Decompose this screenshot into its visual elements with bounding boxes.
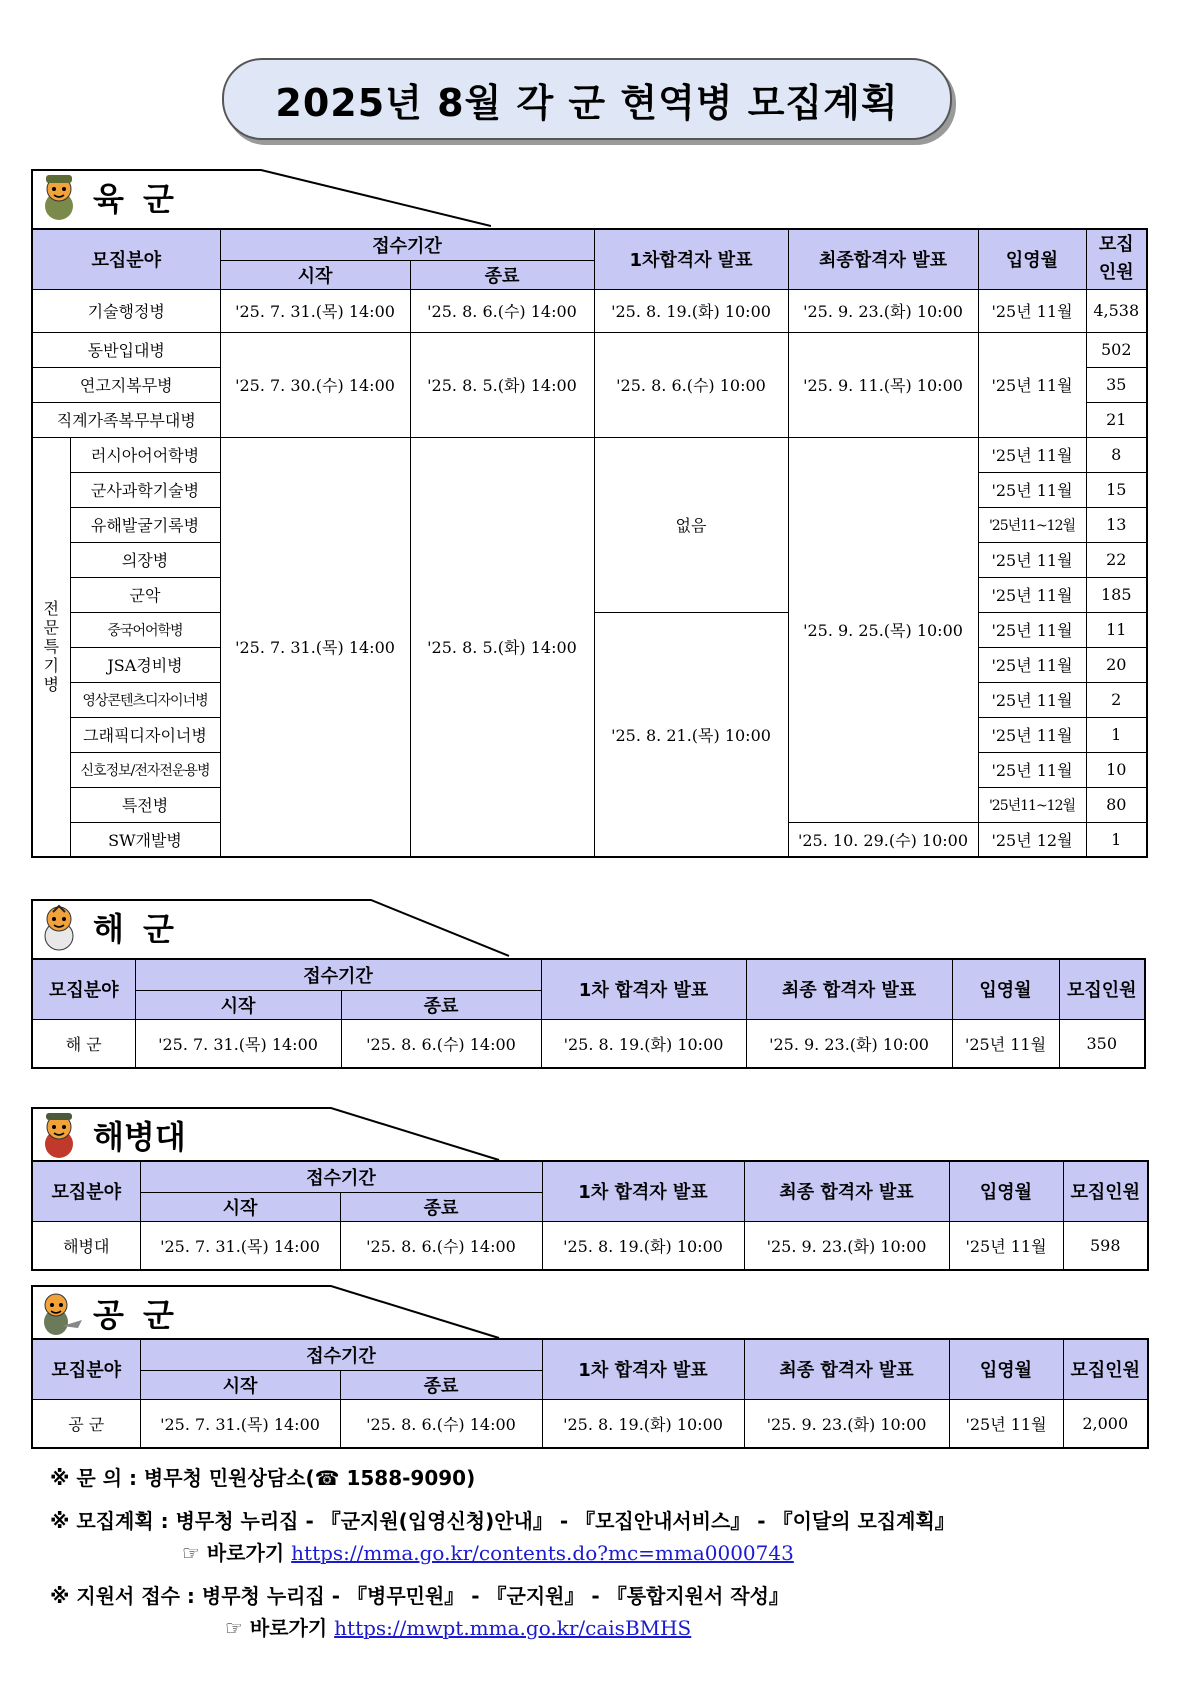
- apply-link[interactable]: https://mwpt.mma.go.kr/caisBMHS: [334, 1616, 692, 1640]
- tiger-mascot-icon: [34, 1110, 84, 1160]
- field-cell: 해 군: [32, 1019, 135, 1068]
- field-cell: 군악: [70, 577, 220, 612]
- final-cell: '25. 9. 11.(목) 10:00: [788, 332, 978, 437]
- final-cell: '25. 9. 23.(화) 10:00: [744, 1221, 949, 1270]
- header-recruit-bottom: 인원: [1098, 262, 1134, 284]
- enlist-cell: '25년 11월: [949, 1221, 1063, 1270]
- header-enlist: 입영월: [949, 1339, 1063, 1399]
- header-final: 최종 합격자 발표: [746, 959, 952, 1019]
- header-period: 접수기간: [220, 229, 594, 260]
- army-section-header: [31, 168, 491, 226]
- header-period: 접수기간: [140, 1161, 542, 1192]
- header-final: 최종합격자 발표: [788, 229, 978, 289]
- end-cell: '25. 8. 5.(화) 14:00: [410, 332, 594, 437]
- field-cell: 기술행정병: [32, 289, 220, 332]
- count-cell: 21: [1086, 402, 1147, 437]
- page-title-box: [222, 58, 952, 140]
- count-cell: 1: [1086, 822, 1147, 857]
- page-title: 2025년 8월 각 군 현역병 모집계획: [275, 80, 899, 125]
- tiger-mascot-icon: [34, 1288, 84, 1338]
- field-cell: JSA경비병: [70, 647, 220, 682]
- count-cell: 185: [1086, 577, 1147, 612]
- header-start: 시작: [135, 990, 341, 1019]
- header-field: 모집분야: [32, 959, 135, 1019]
- final-cell: '25. 9. 23.(화) 10:00: [788, 289, 978, 332]
- header-final: 최종 합격자 발표: [744, 1161, 949, 1221]
- enlist-cell: '25년 11월: [978, 647, 1086, 682]
- count-cell: 1: [1086, 717, 1147, 752]
- enlist-cell: '25년 11월: [978, 437, 1086, 472]
- count-cell: 35: [1086, 367, 1147, 402]
- first-cell: '25. 8. 19.(화) 10:00: [541, 1019, 746, 1068]
- tiger-mascot-icon: [34, 902, 84, 952]
- navy-section-header: [31, 898, 511, 956]
- start-cell: '25. 7. 31.(목) 14:00: [220, 289, 410, 332]
- header-end: 종료: [410, 260, 594, 289]
- table-row: [32, 1221, 1148, 1270]
- plan-shortcut-label: ☞ 바로가기: [182, 1541, 285, 1565]
- field-cell: 해병대: [32, 1221, 140, 1270]
- header-field: 모집분야: [32, 1161, 140, 1221]
- army-table: [31, 228, 1148, 858]
- note-apply: ※ 지원서 접수 : 병무청 누리집 - 『병무민원』 - 『군지원』 - 『통합지원서 작성』: [50, 1584, 789, 1608]
- header-first: 1차 합격자 발표: [542, 1339, 744, 1399]
- header-enlist: 입영월: [978, 229, 1086, 289]
- start-cell: '25. 7. 31.(목) 14:00: [140, 1399, 340, 1448]
- first-cell: '25. 8. 19.(화) 10:00: [542, 1221, 744, 1270]
- final-sw-cell: '25. 10. 29.(수) 10:00: [788, 822, 978, 857]
- apply-shortcut-label: ☞ 바로가기: [225, 1616, 328, 1640]
- army-title: 육 군: [93, 180, 178, 218]
- count-cell: 598: [1063, 1221, 1148, 1270]
- navy-table: [31, 958, 1146, 1069]
- count-cell: 2,000: [1063, 1399, 1148, 1448]
- count-cell: 22: [1086, 542, 1147, 577]
- table-row: [32, 1399, 1148, 1448]
- enlist-cell: '25년 12월: [978, 822, 1086, 857]
- airforce-title: 공 군: [93, 1296, 178, 1334]
- airforce-section-header: [31, 1284, 501, 1342]
- plan-shortcut-line: [182, 1537, 794, 1566]
- final-cell: '25. 9. 23.(화) 10:00: [744, 1399, 949, 1448]
- plan-link[interactable]: https://mma.go.kr/contents.do?mc=mma0000743: [291, 1541, 794, 1565]
- field-cell: 특전병: [70, 787, 220, 822]
- table-row: [32, 289, 1147, 332]
- enlist-cell: '25년 11월: [978, 332, 1086, 437]
- field-cell: 유해발굴기록병: [70, 507, 220, 542]
- start-cell: '25. 7. 31.(목) 14:00: [135, 1019, 341, 1068]
- count-cell: 502: [1086, 332, 1147, 367]
- enlist-cell: '25년11~12월: [978, 507, 1086, 542]
- field-cell: 영상콘텐츠디자이너병: [70, 682, 220, 717]
- marine-title: 해병대: [93, 1118, 186, 1156]
- count-cell: 8: [1086, 437, 1147, 472]
- enlist-cell: '25년 11월: [949, 1399, 1063, 1448]
- special-first-none-cell: 없음: [594, 437, 788, 612]
- end-cell: '25. 8. 6.(수) 14:00: [410, 289, 594, 332]
- header-start: 시작: [140, 1192, 340, 1221]
- first-cell: '25. 8. 19.(화) 10:00: [594, 289, 788, 332]
- field-cell: 러시아어어학병: [70, 437, 220, 472]
- count-cell: 15: [1086, 472, 1147, 507]
- header-field: 모집분야: [32, 229, 220, 289]
- field-cell: 의장병: [70, 542, 220, 577]
- table-row: [32, 1019, 1145, 1068]
- enlist-cell: '25년 11월: [978, 682, 1086, 717]
- header-recruit: 모집인원: [1059, 959, 1145, 1019]
- header-first: 1차 합격자 발표: [541, 959, 746, 1019]
- enlist-cell: '25년 11월: [978, 472, 1086, 507]
- special-first-date-cell: '25. 8. 21.(목) 10:00: [594, 612, 788, 857]
- field-cell: 동반입대병: [32, 332, 220, 367]
- table-row: [32, 437, 1147, 472]
- header-start: 시작: [140, 1370, 340, 1399]
- enlist-cell: '25년 11월: [978, 717, 1086, 752]
- end-cell: '25. 8. 6.(수) 14:00: [340, 1399, 542, 1448]
- enlist-cell: '25년11~12월: [978, 787, 1086, 822]
- header-enlist: 입영월: [949, 1161, 1063, 1221]
- header-final: 최종 합격자 발표: [744, 1339, 949, 1399]
- header-field: 모집분야: [32, 1339, 140, 1399]
- enlist-cell: '25년 11월: [978, 752, 1086, 787]
- field-cell: 신호정보/전자전운용병: [70, 752, 220, 787]
- field-cell: 직계가족복무부대병: [32, 402, 220, 437]
- special-end-cell: '25. 8. 5.(화) 14:00: [410, 437, 594, 857]
- start-cell: '25. 7. 30.(수) 14:00: [220, 332, 410, 437]
- special-final-cell: '25. 9. 25.(목) 10:00: [788, 437, 978, 822]
- header-period: 접수기간: [135, 959, 541, 990]
- end-cell: '25. 8. 6.(수) 14:00: [340, 1221, 542, 1270]
- airforce-table: [31, 1338, 1149, 1449]
- enlist-cell: '25년 11월: [978, 289, 1086, 332]
- first-cell: '25. 8. 19.(화) 10:00: [542, 1399, 744, 1448]
- count-cell: 350: [1059, 1019, 1145, 1068]
- enlist-cell: '25년 11월: [952, 1019, 1059, 1068]
- tiger-mascot-icon: [34, 172, 84, 222]
- header-recruit: 모집인원: [1063, 1339, 1148, 1399]
- field-cell: SW개발병: [70, 822, 220, 857]
- count-cell: 4,538: [1086, 289, 1147, 332]
- table-row: [32, 332, 1147, 367]
- final-cell: '25. 9. 23.(화) 10:00: [746, 1019, 952, 1068]
- count-cell: 2: [1086, 682, 1147, 717]
- note-plan: ※ 모집계획 : 병무청 누리집 - 『군지원(입영신청)안내』 - 『모집안내서비스』 - 『이달의 모집계획』: [50, 1509, 955, 1533]
- field-cell: 공 군: [32, 1399, 140, 1448]
- header-end: 종료: [340, 1370, 542, 1399]
- header-end: 종료: [340, 1192, 542, 1221]
- header-start: 시작: [220, 260, 410, 289]
- header-recruit-top: 모집: [1098, 234, 1134, 256]
- first-cell: '25. 8. 6.(수) 10:00: [594, 332, 788, 437]
- field-cell: 군사과학기술병: [70, 472, 220, 507]
- header-recruit: [1086, 229, 1147, 289]
- count-cell: 13: [1086, 507, 1147, 542]
- special-group-label: 전문특기병: [32, 437, 70, 857]
- header-recruit: 모집인원: [1063, 1161, 1148, 1221]
- header-first: 1차합격자 발표: [594, 229, 788, 289]
- start-cell: '25. 7. 31.(목) 14:00: [140, 1221, 340, 1270]
- count-cell: 11: [1086, 612, 1147, 647]
- special-start-cell: '25. 7. 31.(목) 14:00: [220, 437, 410, 857]
- enlist-cell: '25년 11월: [978, 542, 1086, 577]
- marine-section-header: [31, 1106, 501, 1164]
- marine-table: [31, 1160, 1149, 1271]
- navy-title: 해 군: [93, 910, 178, 948]
- field-cell: 그래픽디자이너병: [70, 717, 220, 752]
- count-cell: 80: [1086, 787, 1147, 822]
- enlist-cell: '25년 11월: [978, 577, 1086, 612]
- end-cell: '25. 8. 6.(수) 14:00: [341, 1019, 541, 1068]
- field-cell: 연고지복무병: [32, 367, 220, 402]
- field-cell: 중국어어학병: [70, 612, 220, 647]
- count-cell: 20: [1086, 647, 1147, 682]
- header-enlist: 입영월: [952, 959, 1059, 1019]
- header-end: 종료: [341, 990, 541, 1019]
- apply-shortcut-line: [225, 1612, 691, 1641]
- header-period: 접수기간: [140, 1339, 542, 1370]
- enlist-cell: '25년 11월: [978, 612, 1086, 647]
- header-first: 1차 합격자 발표: [542, 1161, 744, 1221]
- note-inquiry: ※ 문 의 : 병무청 민원상담소(☎ 1588-9090): [50, 1466, 476, 1490]
- count-cell: 10: [1086, 752, 1147, 787]
